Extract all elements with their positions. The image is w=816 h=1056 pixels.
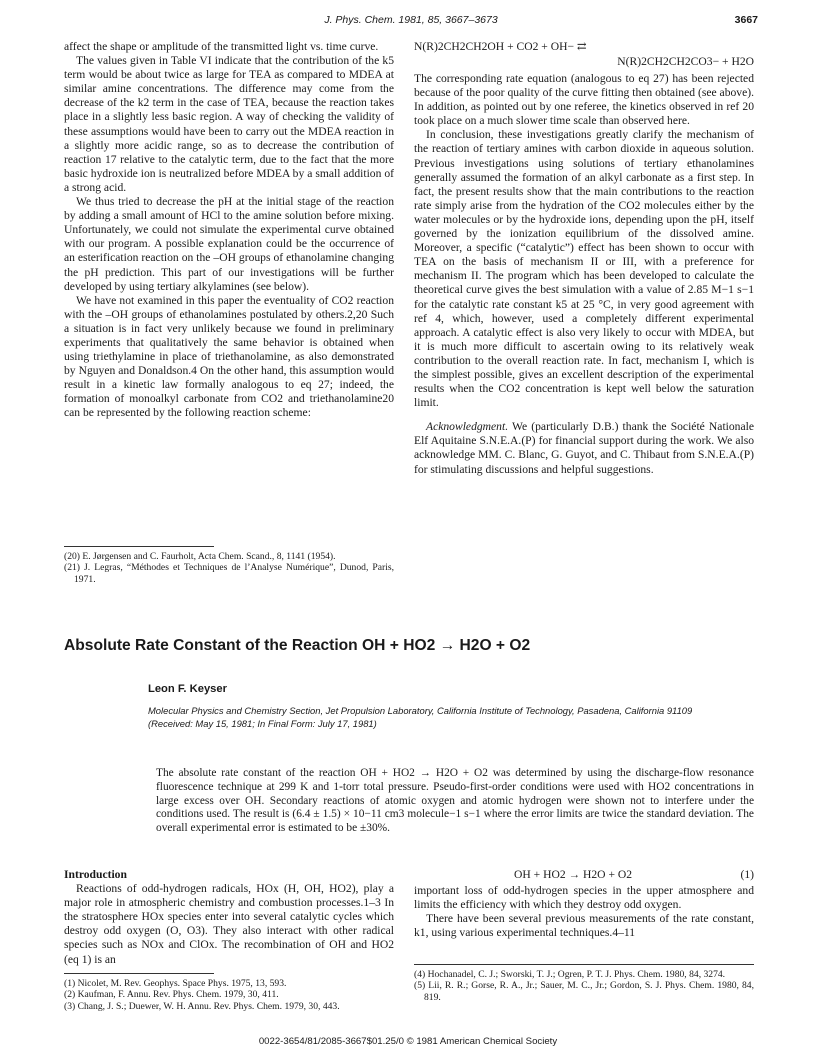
footnote: (21) J. Legras, “Méthodes et Techniques de l’Analyse Numérique”, Dunod, Paris, 1971.	[64, 562, 394, 585]
footnote: (3) Chang, J. S.; Duewer, W. H. Annu. Rev. Phys. Chem. 1979, 30, 443.	[64, 1000, 340, 1012]
paragraph: affect the shape or amplitude of the transmitted light vs. time curve.	[64, 40, 379, 53]
paragraph: In conclusion, these investigations greatly clarify the mechanism of the reaction of tertiary amines with carbon dioxide in aqueous solution. Previous investigations using solutions of tertiary ethanolamines generally assumed the formation of an alkyl carbonate as a first step. In fact, the present results show that the main contributions to the reaction rate simply arise from the hydration of the CO2 molecules either by the water molecules or by the hydroxide ions, depending upon the pH, itself governed by the ionization equilibrium of the dissolved amine. Moreover, a specific (“catalytic”) effect has been shown to occur with TEA on the basis of mechanism II or III, with a preference for mechanism II. The program which has been developed to calculate the theoretical curve gives the best simulation with a value of 2.85 M−1 s−1 for the catalytic rate constant k5 at 25 °C, in very good agreement with ref 4, which, however, used a completely different experimental approach. A catalytic effect is also very likely to occur with MDEA, but it is much more difficult to ascertain owing to its relatively weak contribution to the overall reaction rate. In fact, mechanism I, which is the simplest possible, gives an excellent description of the experimental results when the CO2 concentration is kept well below the saturation limit.	[414, 128, 754, 410]
footnote: (1) Nicolet, M. Rev. Geophys. Space Phys. 1975, 13, 593.	[64, 978, 287, 989]
footnotes-intro-right	[414, 969, 754, 1003]
introduction-right	[414, 868, 754, 940]
journal-citation: J. Phys. Chem. 1981, 85, 3667–3673	[324, 14, 498, 26]
footnotes-left	[64, 551, 394, 585]
author-affiliation	[148, 705, 748, 730]
footnote: (2) Kaufman, F. Annu. Rev. Phys. Chem. 1979, 30, 411.	[64, 989, 279, 1001]
footnote: (4) Hochanadel, C. J.; Sworski, T. J.; Ogren, P. T. J. Phys. Chem. 1980, 84, 3274.	[414, 969, 726, 980]
abstract: The absolute rate constant of the reaction OH + HO2 → H2O + O2 was determined by using the discharge-flow resonance fluorescence technique at 299 K and 1-torr total pressure. Pseudo-first-order conditions were used with HO2 concentrations in large excess over OH. Secondary reactions of atomic oxygen and atomic hydrogen were shown not to interfere under the conditions used. The result is (6.4 ± 1.5) × 10−11 cm3 molecule−1 s−1 where the error limits are twice the standard deviation. The overall experimental error is estimated to be ±30%.	[156, 767, 754, 835]
paragraph: important loss of odd-hydrogen species in the upper atmosphere and limits the efficiency with which they destroy odd oxygen.	[414, 884, 754, 912]
footnote-rule	[414, 964, 754, 965]
footnotes-intro-left	[64, 978, 394, 1012]
acknowledgment	[414, 420, 754, 476]
footnote-rule	[64, 973, 214, 974]
article-author: Leon F. Keyser	[148, 683, 227, 695]
page-number: 3667	[734, 14, 758, 26]
paragraph: There have been several previous measurements of the rate constant, k1, using various experimental techniques.4–11	[414, 912, 754, 940]
footnote: (5) Lii, R. R.; Gorse, R. A., Jr.; Sauer, M. C., Jr.; Gordon, S. J. Phys. Chem. 1980, 84, 819.	[414, 980, 754, 1003]
equation-text: OH + HO2 → H2O + O2	[514, 868, 633, 881]
page-footer: 0022-3654/81/2085-3667$01.25/0 © 1981 American Chemical Society	[258, 1036, 558, 1047]
paragraph: The corresponding rate equation (analogous to eq 27) has been rejected because of the poor quality of the curve fitting then obtained (see above). In addition, as pointed out by one referee, the kinetics observed in ref 20 took place on a much slower time scale than observed here.	[414, 72, 754, 128]
reaction-scheme	[414, 40, 754, 70]
acknowledgment-text: We (particularly D.B.) thank the Société Nationale Elf Aquitaine S.N.E.A.(P) for financial support during the work. We also acknowledge MM. C. Blanc, G. Guyot, and C. Thibaut from S.N.E.A.(P) for stimulating discussions and helpful suggestions.	[414, 420, 754, 476]
affiliation-text: Molecular Physics and Chemistry Section, Jet Propulsion Laboratory, California Institute of Technology, Pasadena, California 91109	[148, 705, 693, 716]
footnote-rule	[64, 546, 214, 547]
paragraph: Reactions of odd-hydrogen radicals, HOx (H, OH, HO2), play a major role in atmospheric chemistry and combustion processes.1–3 In the stratosphere HOx species enter into several catalytic cycles which destroy odd oxygen (O, O3). They also interact with other radical species such as NOx and ClOx. The recombination of OH and HO2 (eq 1) is an	[64, 882, 394, 966]
footnote: (20) E. Jørgensen and C. Faurholt, Acta Chem. Scand., 8, 1141 (1954).	[64, 551, 336, 562]
introduction-left	[64, 868, 394, 967]
reaction-line-1: N(R)2CH2CH2OH + CO2 + OH− ⇄	[414, 40, 587, 53]
received-dates: (Received: May 15, 1981; In Final Form: July 17, 1981)	[148, 717, 377, 729]
equation-number: (1)	[740, 868, 754, 881]
paragraph: The values given in Table VI indicate that the contribution of the k5 term would be about twice as large for TEA as compared to MDEA at similar amine concentrations. The difference may come from the decrease of the k2 term in the case of TEA, because the reaction takes place in a slightly less basic region. A way of checking the validity of these assumptions would have been to carry out the MDEA reaction in a slightly more acidic range, so as to decrease the contribution of reaction 17 relative to the catalytic term, due to the fact that the more basic hydroxide ion is neutralized before MDEA by a small addition of a strong acid.	[64, 54, 394, 194]
running-header	[64, 14, 758, 30]
section-heading: Introduction	[64, 868, 127, 881]
article-title: Absolute Rate Constant of the Reaction OH + HO2 → H2O + O2	[64, 637, 531, 654]
right-column	[414, 40, 754, 477]
equation-1	[414, 868, 754, 882]
paragraph: We thus tried to decrease the pH at the initial stage of the reaction by adding a small amount of HCl to the amine solution before mixing. Unfortunately, we could not simulate the experimental curve obtained with our program. A possible explanation could be the occurrence of an esterification reaction on the –OH groups of ethanolamine changing the pH prediction. This part of our investigations will be further developed by using tertiary alkylamines (see below).	[64, 195, 394, 293]
paragraph: We have not examined in this paper the eventuality of CO2 reaction with the –OH groups of ethanolamines postulated by others.2,20 Such a situation is in fact very unlikely because we found in preliminary experiments that qualitatively the same behavior is obtained when using triethylamine in place of triethanolamine, as also demonstrated by Nguyen and Donaldson.4 On the other hand, this assumption would result in a kinetic law formally analogous to eq 27; indeed, the formation of monoalkyl carbonate from CO2 and triethanolamine20 can be represented by the following reaction scheme:	[64, 293, 394, 420]
left-column	[64, 40, 394, 421]
reaction-line-2: N(R)2CH2CH2CO3− + H2O	[617, 55, 754, 68]
acknowledgment-heading: Acknowledgment.	[426, 420, 509, 434]
